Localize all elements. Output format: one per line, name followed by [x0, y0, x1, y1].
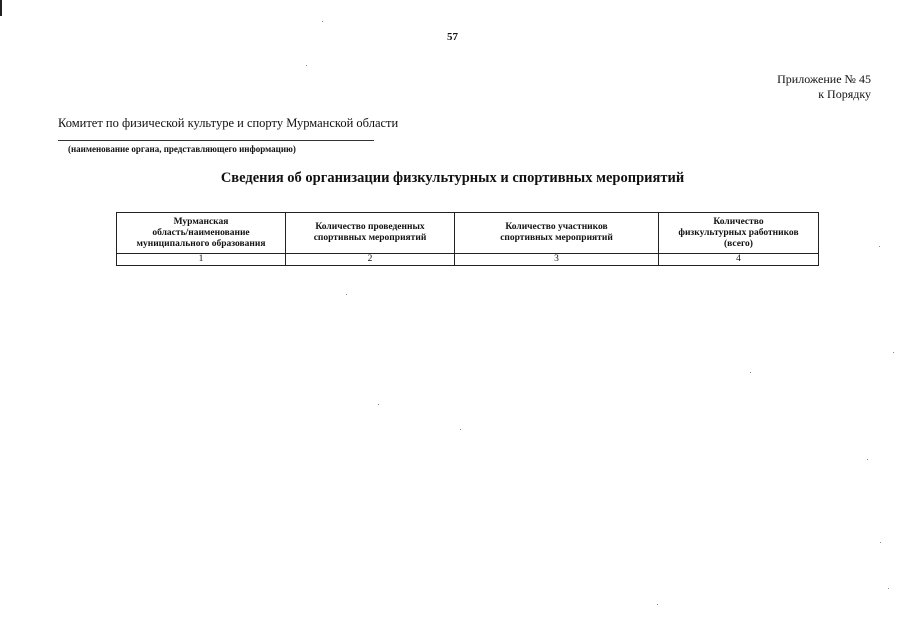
header-line: физкультурных работников — [678, 227, 799, 238]
header-line: (всего) — [724, 238, 753, 249]
scan-speck — [657, 604, 658, 605]
appendix-order-reference: к Порядку — [818, 87, 871, 101]
report-table — [116, 212, 819, 266]
table-header-row — [117, 213, 819, 254]
table-row — [117, 254, 819, 266]
scan-speck — [306, 65, 307, 66]
organization-name: Комитет по физической культуре и спорту Мурманской области — [58, 116, 399, 130]
appendix-number: Приложение № 45 — [777, 72, 871, 86]
scan-speck — [893, 352, 894, 353]
scan-speck — [460, 429, 461, 430]
scan-speck — [867, 459, 868, 460]
header-line: область/наименование — [152, 227, 250, 238]
column-number-cell: 1 — [117, 254, 286, 266]
scan-speck — [322, 21, 323, 22]
header-line: муниципального образования — [136, 238, 266, 249]
header-line: спортивных мероприятий — [500, 233, 613, 243]
organization-hint: (наименование органа, представляющего информацию) — [68, 144, 296, 154]
scan-speck — [346, 294, 347, 295]
header-workers-count — [659, 213, 819, 254]
scan-speck — [880, 542, 881, 543]
page-edge-mark — [0, 0, 2, 16]
header-line: Мурманская — [173, 216, 229, 227]
header-participants-count — [455, 213, 659, 254]
header-line: Количество проведенных — [315, 222, 425, 232]
column-number-cell: 3 — [455, 254, 659, 266]
header-region — [117, 213, 286, 254]
document-title: Сведения об организации физкультурных и спортивных мероприятий — [220, 170, 685, 186]
scan-speck — [888, 588, 889, 589]
header-line: Количество участников — [505, 222, 608, 232]
scan-speck — [378, 404, 379, 405]
scan-speck — [879, 246, 880, 247]
column-number-cell: 2 — [286, 254, 455, 266]
header-line: спортивных мероприятий — [313, 233, 427, 243]
header-line: Количество — [713, 216, 764, 227]
header-events-count — [286, 213, 455, 254]
scan-speck — [750, 372, 751, 373]
column-number-cell: 4 — [659, 254, 819, 266]
appendix-reference — [777, 72, 871, 102]
organization-underline — [58, 140, 374, 141]
page-number: 57 — [447, 31, 458, 43]
